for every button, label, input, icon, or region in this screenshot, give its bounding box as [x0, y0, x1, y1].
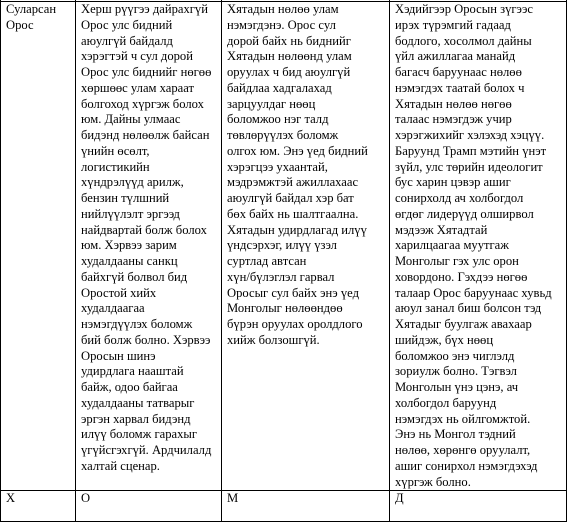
text-line: болгоход хүргэж болох — [81, 96, 204, 111]
text-line: мэдрэмжтэй ажиллахаас — [227, 175, 359, 190]
text-line: нөлөө, хөрөнгө оруулалт, — [395, 443, 531, 457]
text-line: байхгүй болвол бид — [81, 269, 188, 284]
text-line: мэдээж Хятадтай — [395, 222, 488, 237]
text-line: Оросын шинэ — [81, 348, 156, 363]
text-line: талаас нэмэгдэж учир — [395, 112, 512, 127]
text-line: хүргэж болно. — [395, 474, 471, 489]
text-line: Хятадын нөлөө улам — [227, 2, 339, 16]
text-line: талаар Орос баруунаас хувьд — [395, 285, 552, 300]
text-line: ирэх түрэмгий гадаад — [395, 17, 511, 32]
text-line: бус харин цэвэр ашиг — [395, 175, 511, 190]
text-line: ховордоно. Гэхдээ нөгөө — [395, 269, 528, 284]
text-line: бий болж болно. Хэрвээ — [81, 332, 211, 347]
text-line: аюул занал биш болсон тэд — [395, 301, 542, 316]
text-line: худалдааны татварыг — [81, 395, 195, 410]
text-line: нэмэгдэнэ. Орос сул — [227, 17, 336, 32]
text-line: үйл ажиллагаа манайд — [395, 49, 516, 64]
text-line: харилцаагаа муутгаж — [395, 238, 509, 253]
text-line: илүү боломж гарахыг — [81, 427, 198, 442]
text-line: боломжоо энэ чиглэлд — [395, 348, 515, 363]
text-line: Монголыг нөлөөндөө — [227, 301, 343, 316]
text-line: худалдаагаа — [81, 301, 145, 316]
text-line: хийж болзошгүй. — [227, 332, 320, 347]
table-cell: О — [76, 491, 222, 522]
text-line: шийдэж, бүх нөөц — [395, 332, 494, 347]
table-cell: М — [222, 491, 390, 522]
text-line: зүйл, улс төрийн идеологит — [395, 159, 543, 174]
text-line: нийлүүлэлт эргээд — [81, 206, 180, 221]
text-line: ашиг сонирхол нэмэгдэхэд — [395, 458, 538, 473]
table-cell: Д — [390, 491, 567, 522]
scenario-title-cell — [1, 2, 76, 491]
text-line: үгүйсгэхгүй. Ардчилалд — [81, 443, 212, 457]
text-line: сонирхолд ач холбогдол — [395, 191, 524, 205]
text-line: дорой байх нь биднийг — [227, 33, 351, 48]
text-line: зарцуулдаг нөөц — [227, 96, 316, 111]
domestic-impact-cell — [76, 2, 222, 491]
text-line: багасч баруунаас нөлөө — [395, 65, 522, 79]
text-line: эргэн харвал бидэнд — [81, 411, 191, 426]
text-line: байж, одоо байгаа — [81, 380, 178, 394]
text-line: Хэдийгээр Оросын зүгээс — [395, 2, 533, 16]
text-line: юм. Хэрвээ зарим — [81, 238, 177, 253]
text-line: нэмэгдэх нь ойлгомжтой. — [395, 411, 531, 426]
text-line: Баруунд Трамп мэтийн үнэт — [395, 143, 547, 158]
text-line: хэрэгтэй ч сул дорой — [81, 49, 193, 64]
text-line: Суларсан — [6, 2, 57, 16]
text-line: Хятадыг буулгаж авахаар — [395, 317, 532, 331]
text-line: бөх байх нь шалтгаална. — [227, 206, 359, 221]
table-row — [1, 2, 567, 491]
text-line: бодлого, хосолмол дайны — [395, 33, 532, 48]
text-line: хүн/бүлэглэл гарвал — [227, 269, 335, 284]
text-line: Хятадын нөлөө нөгөө — [395, 96, 512, 111]
text-line: үндсэрхэг, илүү үзэл — [227, 238, 337, 253]
text-line: хөршөөс улам хараат — [81, 80, 195, 95]
text-line: логистикийн — [81, 159, 150, 174]
text-line: аюулгүй байдалд — [81, 33, 173, 48]
text-line: Монголыг гэх улс орон — [395, 254, 519, 268]
text-line: удирдлага нааштай — [81, 364, 184, 379]
text-line: бүрэн оруулах оролдлого — [227, 317, 363, 331]
text-line: оруулах ч бид аюулгүй — [227, 65, 351, 79]
text-line: хүндрэлүүд арилж, — [81, 175, 184, 190]
text-line: Оросыг сул байх энэ үед — [227, 285, 359, 300]
text-line: хэрэгцээ ухаантай, — [227, 159, 328, 174]
text-line: Орос — [6, 17, 34, 32]
text-line: үнийн өсөлт, — [81, 143, 150, 158]
text-line: аюулгүй байдал хэр бат — [227, 191, 354, 205]
text-line: юм. Дайны улмаас — [81, 112, 181, 127]
text-line: суртлад автсан — [227, 254, 307, 268]
text-line: Херш рүүгээ дайрахгүй — [81, 2, 208, 16]
text-line: Энэ нь Монгол тэдний — [395, 427, 516, 442]
text-line: бензин түлшний — [81, 191, 170, 205]
text-line: Орос улс бидний — [81, 17, 173, 32]
text-line: бидэнд нөлөөлж байсан — [81, 128, 210, 142]
text-line: өгдөг лидерүүд олширвол — [395, 206, 534, 221]
table-cell: Х — [1, 491, 76, 522]
table-row — [1, 491, 567, 522]
text-line: нэмэгдүүлэх боломж — [81, 317, 193, 331]
text-line: халтай сценар. — [81, 458, 160, 473]
text-line: төвлөрүүлэх боломж — [227, 128, 339, 142]
text-line: олгох юм. Энэ үед бидний — [227, 143, 368, 158]
text-line: холбогдол баруунд — [395, 395, 497, 410]
text-line: худалдааны санкц — [81, 254, 178, 268]
text-line: зориулж болно. Тэгвэл — [395, 364, 517, 379]
text-line: нэмэгдэх таатай болох ч — [395, 80, 525, 95]
text-line: Оростой хийх — [81, 285, 157, 300]
text-line: Хятадын удирдлагад илүү — [227, 222, 367, 237]
text-line: Хятадын нөлөөнд улам — [227, 49, 352, 64]
text-line: боломжоо нэг талд — [227, 112, 329, 127]
west-impact-cell — [390, 2, 567, 491]
text-line: Монголын үнэ цэнэ, ач — [395, 380, 519, 394]
text-line: хэрэгжихийг хэлэхэд хэцүү. — [395, 128, 545, 142]
text-line: найдвартай болж болох — [81, 222, 207, 237]
text-line: Орос улс биднийг нөгөө — [81, 65, 212, 79]
text-line: байдлаа хадгалахад — [227, 80, 332, 95]
china-impact-cell — [222, 2, 390, 491]
